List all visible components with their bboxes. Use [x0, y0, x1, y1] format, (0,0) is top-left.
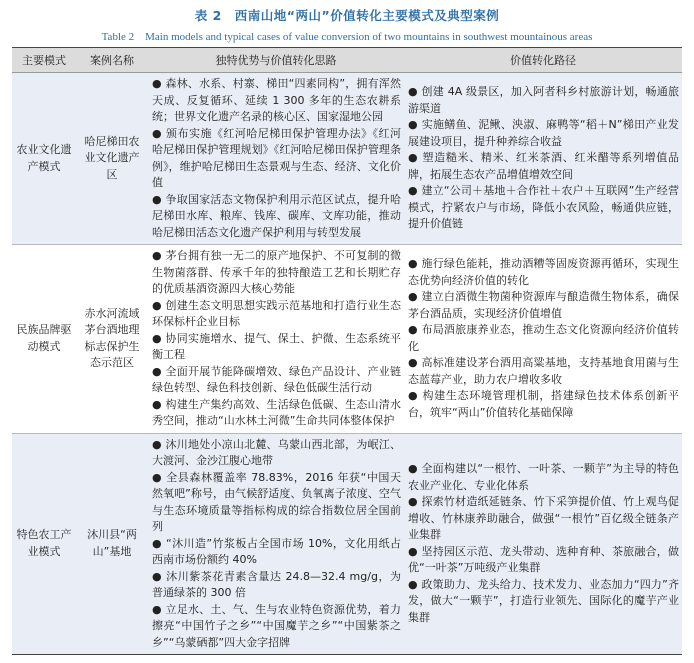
row-paths: [404, 73, 682, 245]
table-caption-cn: 表 2 西南山地“两山”价值转化主要模式及典型案例: [194, 8, 500, 23]
row-advantages: [148, 433, 404, 655]
header-mode: 主要模式: [12, 48, 76, 73]
row-advantages: [148, 73, 404, 245]
header-paths: 价值转化路径: [404, 48, 682, 73]
table-row: [12, 73, 682, 245]
row-case: 沐川县“两山”基地: [76, 433, 148, 655]
row-mode: 农业文化遗产模式: [12, 73, 76, 245]
path-item: ● 全面构建以“一根竹、一叶茶、一颗芋”为主导的特色农业产业化、专业化体系: [408, 462, 679, 492]
row-advantages: [148, 245, 404, 434]
header-advantages: 独特优势与价值转化思路: [148, 48, 404, 73]
row-mode: 民族品牌驱动模式: [12, 245, 76, 434]
advantage-item: ● 协同实施增水、提气、保土、护微、生态系统平衡工程: [152, 331, 401, 361]
path-item: ● 建立白酒微生物菌种资源库与酿造微生物体系，确保茅台酒品质，实现经济价值增值: [408, 290, 679, 320]
path-item: ● 坚持园区示范、龙头带动、选种育种、茶旅融合，做优“一叶茶”万吨级产业集群: [408, 544, 679, 575]
advantage-item: ● 争取国家活态文物保护利用示范区试点，提升哈尼梯田水库、粮库、钱库、碳库、文库功能，推动哈尼梯田活态文化遗产保护利用与转型发展: [152, 192, 401, 239]
path-item: ● 施行绿色能耗，推动酒糟等固废资源再循环，实现生态优势向经济价值的转化: [408, 257, 679, 287]
advantage-item: ● 森林、水系、村寨、梯田“四素同构”，拥有浑然天成、反复循环、延续 1 300 多年的生态农耕系统；世界文化遗产名录的核心区、国家湿地公园: [152, 77, 401, 123]
row-paths: [404, 433, 682, 655]
path-item: ● 高标准建设茅台酒用高粱基地，支持基地食用菌与生态蓝莓产业，助力农户增收多收: [408, 356, 679, 386]
row-paths: [404, 245, 682, 434]
models-table: [12, 47, 682, 655]
advantage-item: ● 颁布实施《红河哈尼梯田保护管理办法》《红河哈尼梯田保护管理规划》《红河哈尼梯田保护管理条例》，维护哈尼梯田生态景观与生态、经济、文化价值: [152, 126, 401, 189]
advantage-item: ● 构建生产集约高效、生活绿色低碳、生态山清水秀空间，推动“山水林土河微”生命共同体整体保护: [152, 397, 401, 427]
path-item: ● 塑造糙米、精米、红米茶酒、红米醋等系列增值品牌，拓展生态农产品增值增效空间: [408, 151, 679, 181]
advantage-item: ● 立足水、土、气、生与农业特色资源优势，着力擦亮“中国竹子之乡”“中国魔芋之乡”“中国紫茶之乡”“乌蒙硒都”四大金字招牌: [152, 602, 401, 649]
advantage-item: ● 沐川紫茶花青素含量达 24.8—32.4 mg/g，为普通绿茶的 300 倍: [152, 569, 401, 599]
path-item: ● 探索竹材造纸延链条、竹下采笋提价值、竹上观鸟促增收、竹林康养助融合，做强“一根竹”百亿级全链条产业集群: [408, 495, 679, 542]
path-item: ● 创建 4A 级景区，加入阿者科乡村旅游计划，畅通旅游渠道: [408, 85, 679, 115]
advantage-item: ● 全面开展节能降碳增效、绿色产品设计、产业链绿色转型、绿色科技创新、绿色低碳生活行动: [152, 364, 401, 394]
path-item: ● 实施鳝鱼、泥鳅、泱淑、麻鸭等“稻＋N”梯田产业发展建设项目，提升种养综合收益: [408, 118, 679, 148]
path-item: ● 建立“公司＋基地＋合作社＋农户＋互联网”生产经营模式，拧紧农户与市场，降低小农风险，畅通供应链，提升价值链: [408, 184, 679, 231]
table-row: [12, 245, 682, 434]
path-item: ● 构建生态环境管理机制，搭建绿色技术体系创新平台，筑牢“两山”价值转化基础保障: [408, 389, 679, 419]
table-caption-en: Table 2 Main models and typical cases of value conversion of two mountains in southwest mountainous areas: [101, 31, 593, 43]
row-case: 赤水河流域茅台酒地理标志保护生态示范区: [76, 245, 148, 434]
header-case: 案例名称: [76, 48, 148, 73]
advantage-item: ● 全县森林覆盖率 78.83%，2016 年获“中国天然氧吧”称号，由气候舒适度、负氧离子浓度、空气与生态环境质量等指标构成的综合指数位居全国前列: [152, 470, 401, 533]
advantage-item: ● 沐川地处小凉山北麓、乌蒙山西北部，为岷江、大渡河、金沙江腹心地带: [152, 437, 401, 467]
table-header-row: [12, 48, 682, 73]
advantage-item: ● 茅台拥有独一无二的原产地保护、不可复制的微生物菌落群、传承千年的独特酿造工艺和长期贮存的优质基酒资源四大核心势能: [152, 249, 401, 295]
advantage-item: ● 创建生态文明思想实践示范基地和打造行业生态环保标杆企业目标: [152, 298, 401, 328]
row-case: 哈尼梯田农业文化遗产区: [76, 73, 148, 245]
advantage-item: ● “沐川造”竹浆板占全国市场 10%，文化用纸占西南市场份额约 40%: [152, 536, 401, 566]
row-mode: 特色农工产业模式: [12, 433, 76, 655]
path-item: ● 政策助力、龙头给力、技术发力、业态加力“四力”齐发，做大“一颗芋”，打造行业领先、国际化的魔芋产业集群: [408, 577, 679, 624]
path-item: ● 布局酒旅康养业态，推动生态文化资源向经济价值转化: [408, 323, 679, 353]
table-row: [12, 433, 682, 655]
